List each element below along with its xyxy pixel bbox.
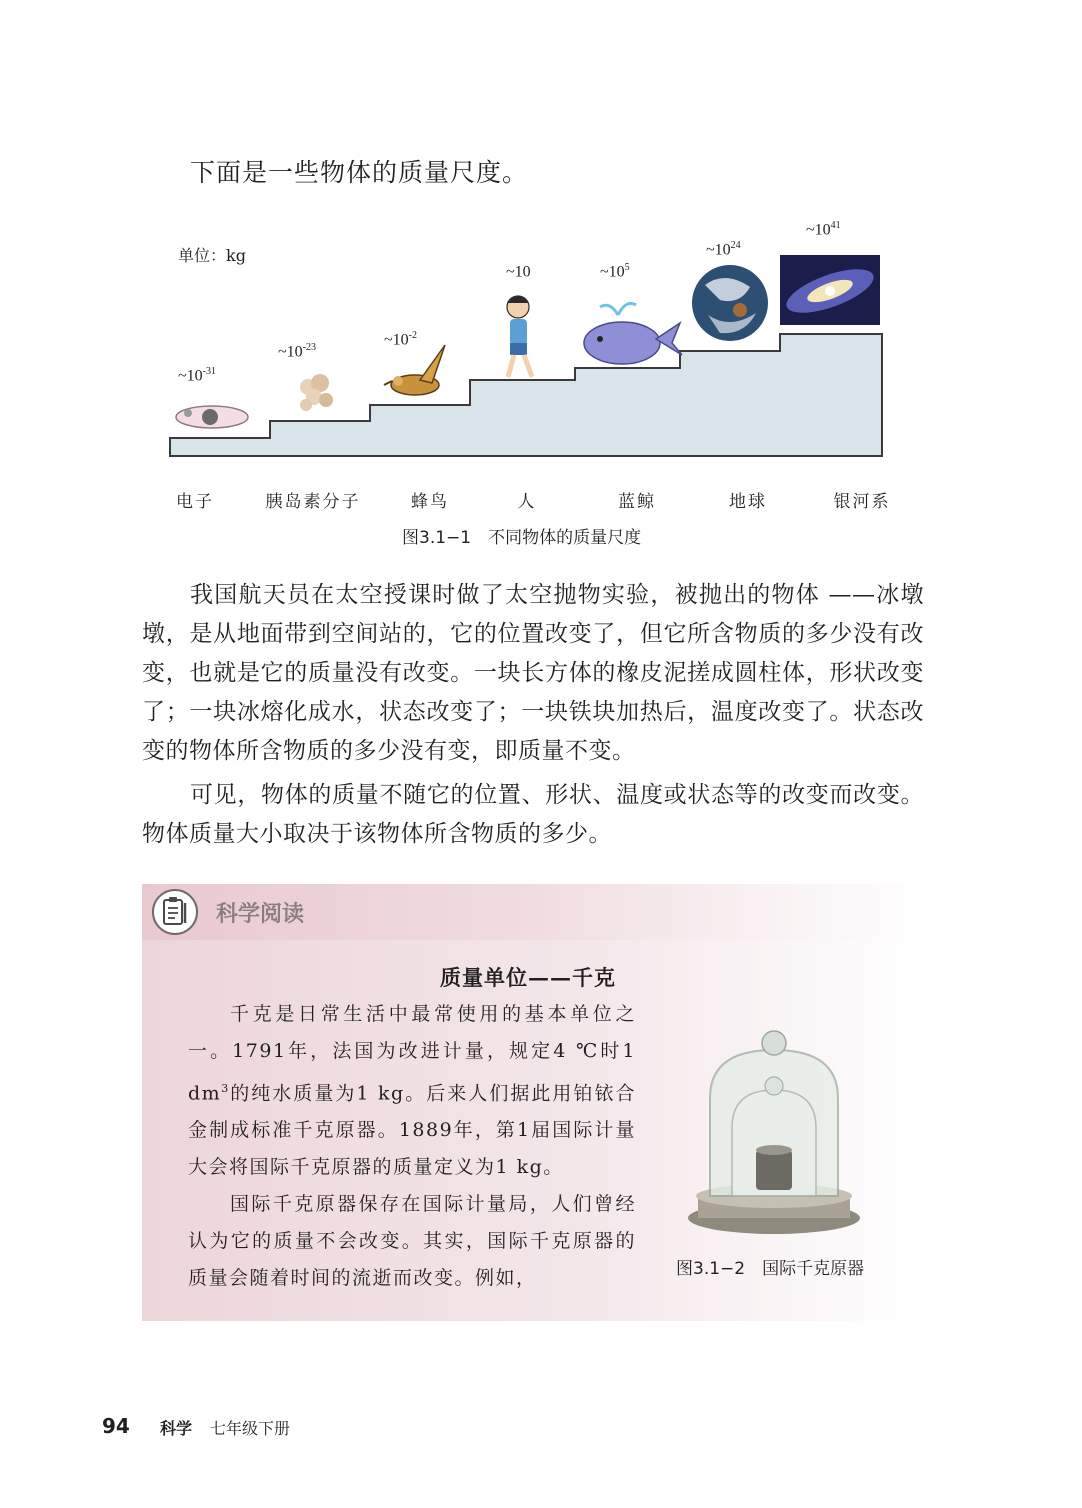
mass-hummingbird: $\sim 10^{-2}$ — [384, 330, 417, 349]
intro-text: 下面是一些物体的质量尺度。 — [190, 158, 529, 187]
hummingbird-icon — [384, 345, 445, 395]
mass-insulin: $\sim 10^{-23}$ — [278, 342, 316, 361]
reading-paragraph-1: 千克是日常生活中最常使用的基本单位之一。1791年，法国为改进计量，规定4 ℃时1 $dm^3$的纯水质量为1 kg。后来人们据此用铂铱合金制成标准千克原器。1889年，第1届国际计量大会将国际千克原器的质量定义为1 kg。 — [188, 1003, 636, 1179]
earth-icon — [692, 265, 768, 341]
insulin-molecule-icon — [300, 374, 333, 411]
clipboard-icon — [152, 889, 198, 935]
paragraph-2: 可见，物体的质量不随它的位置、形状、温度或状态等的改变而改变。物体质量大小取决于该物体所含物质的多少。 — [142, 782, 924, 847]
reading-paragraph-2: 国际千克原器保存在国际计量局，人们曾经认为它的质量不会改变。其实，国际千克原器的质量会随着时间的流逝而改变。例如， — [188, 1193, 636, 1289]
book-grade: 七年级下册 — [210, 1419, 291, 1438]
mass-blue-whale: $\sim 10^5$ — [600, 262, 630, 281]
book-title: 科学 — [160, 1419, 193, 1438]
mass-galaxy: $\sim 10^{41}$ — [806, 220, 841, 239]
figure2-caption: 图3.1−2 国际千克原器 — [676, 1259, 865, 1279]
label-blue-whale: 蓝鲸 — [618, 492, 656, 512]
reading-title: 质量单位——千克 — [440, 965, 616, 990]
mass-electron: $\sim 10^{-31}$ — [178, 366, 216, 385]
person-icon — [507, 296, 532, 377]
paragraph-1: 我国航天员在太空授课时做了太空抛物实验，被抛出的物体 ——冰墩墩，是从地面带到空间站的，它的位置改变了，但它所含物质的多少没有改变，也就是它的质量没有改变。一块长方体的橡皮泥搓成圆柱体，形状改变了；一块冰熔化成水，状态改变了；一块铁块加热后，温度改变了。状态改变的物体所含物质的多少没有变，即质量不变。 — [142, 582, 924, 764]
label-insulin: 胰岛素分子 — [265, 492, 361, 512]
electron-icon — [176, 406, 248, 428]
label-electron: 电子 — [176, 492, 214, 512]
mass-scale-figure — [160, 215, 900, 475]
kilogram-prototype-image — [684, 1028, 864, 1243]
galaxy-icon — [780, 255, 880, 325]
unit-label: 单位：kg — [178, 246, 246, 265]
label-person: 人 — [517, 492, 537, 512]
mass-earth: $\sim 10^{24}$ — [706, 240, 741, 259]
label-hummingbird: 蜂鸟 — [411, 492, 449, 512]
label-earth: 地球 — [729, 492, 767, 512]
label-galaxy: 银河系 — [833, 492, 891, 512]
page-number: 94 — [102, 1414, 130, 1438]
blue-whale-icon — [584, 303, 682, 364]
figure1-caption: 图3.1−1 不同物体的质量尺度 — [402, 528, 642, 548]
mass-person: ~10 — [506, 263, 531, 281]
reading-header-title: 科学阅读 — [216, 902, 305, 927]
